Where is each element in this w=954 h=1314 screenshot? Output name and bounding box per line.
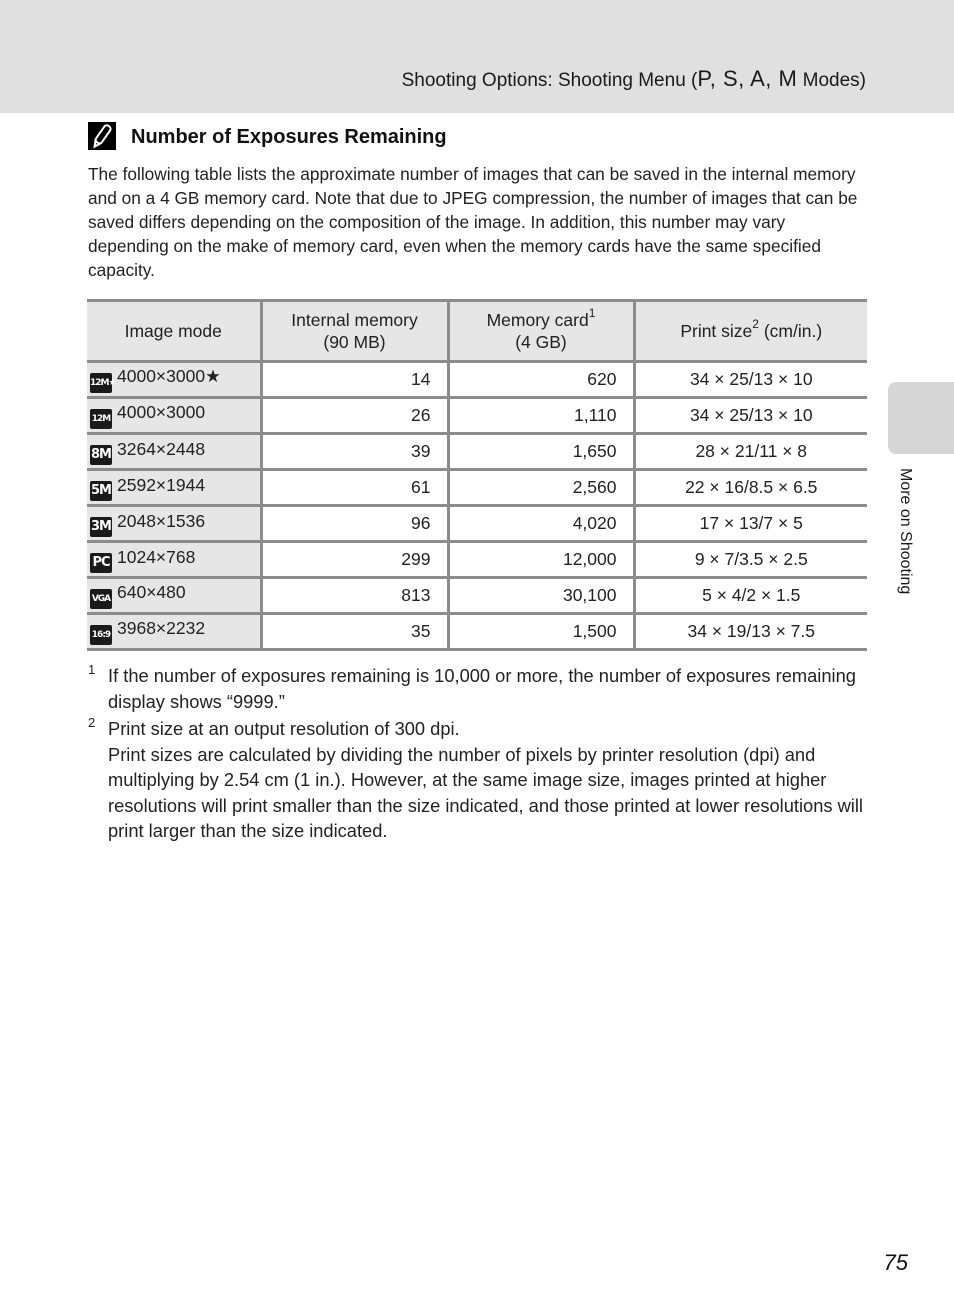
footnote-1-text: If the number of exposures remaining is 10,000 or more, the number of exposures remaining display shows “9999.” — [108, 665, 856, 712]
mode-12m-icon: 12M — [90, 409, 112, 429]
mode-8m-icon: 8M — [90, 445, 112, 465]
column-header-image-mode: Image mode — [87, 301, 261, 362]
footnote-1 — [88, 663, 868, 714]
table-row — [87, 362, 867, 398]
header-band — [0, 0, 954, 113]
table-row — [87, 470, 867, 506]
cell-print-size: 17 × 13/7 × 5 — [634, 506, 867, 542]
table-header-row — [87, 301, 867, 362]
cell-print-size: 34 × 25/13 × 10 — [634, 398, 867, 434]
chapter-tab — [888, 382, 954, 454]
footnote-2 — [88, 716, 868, 844]
cell-print-size: 9 × 7/3.5 × 2.5 — [634, 542, 867, 578]
intro-paragraph: The following table lists the approximate number of images that can be saved in the internal memory and on a 4 GB memory card. Note that due to JPEG compression, the number of images that can be saved differs depending on the composition of the image. In addition, this number may vary depending on the make of memory card, even when the memory cards have the same specified capacity. — [88, 164, 858, 280]
header-title-prefix: Shooting Options: Shooting Menu ( — [401, 70, 698, 91]
mode-pc-icon: PC — [90, 553, 112, 573]
table-row — [87, 434, 867, 470]
cell-internal-memory: 35 — [261, 614, 448, 650]
table-row — [87, 506, 867, 542]
running-header — [402, 66, 866, 92]
image-mode-label: 1024×768 — [117, 546, 196, 567]
cell-internal-memory: 96 — [261, 506, 448, 542]
cell-image-mode — [87, 614, 261, 650]
column-header-memory-card: Memory card$^1$ (4 GB) — [448, 301, 634, 362]
column-header-print-size: Print size$^2$ (cm/in.) — [634, 301, 867, 362]
table-row — [87, 398, 867, 434]
mode-vga-icon: VGA — [90, 589, 112, 609]
table-row — [87, 542, 867, 578]
cell-image-mode — [87, 434, 261, 470]
page-number: 75 — [883, 1250, 908, 1275]
cell-print-size: 34 × 25/13 × 10 — [634, 362, 867, 398]
cell-print-size: 22 × 16/8.5 × 6.5 — [634, 470, 867, 506]
header-title-suffix: Modes) — [797, 70, 866, 91]
cell-memory-card: 620 — [448, 362, 634, 398]
chapter-tab-label: More on Shooting — [897, 468, 914, 595]
mode-16-9-icon: 16:9 — [90, 625, 112, 645]
table-row — [87, 614, 867, 650]
cell-memory-card: 12,000 — [448, 542, 634, 578]
cell-image-mode — [87, 542, 261, 578]
cell-print-size: 5 × 4/2 × 1.5 — [634, 578, 867, 614]
image-mode-label: 4000×3000★ — [117, 366, 221, 386]
cell-image-mode — [87, 506, 261, 542]
image-mode-label: 640×480 — [117, 582, 186, 602]
cell-memory-card: 1,650 — [448, 434, 634, 470]
exposure-modes-label: P, S, A, M — [697, 66, 798, 91]
footnote-ref-1: 1 — [588, 306, 596, 321]
footnote-ref-2: 2 — [752, 317, 759, 332]
footnote-2-text: Print size at an output resolution of 300 dpi. — [108, 718, 460, 739]
mode-12m-fine-icon: 12M★ — [90, 373, 112, 393]
cell-internal-memory: 813 — [261, 578, 448, 614]
cell-memory-card: 1,500 — [448, 614, 634, 650]
mode-5m-icon: 5M — [90, 481, 112, 501]
footnote-1-mark: 1 — [88, 662, 96, 677]
column-header-internal-memory: Internal memory (90 MB) — [261, 301, 448, 362]
image-mode-label: 2592×1944 — [117, 474, 206, 495]
cell-image-mode — [87, 470, 261, 506]
image-mode-label: 3264×2448 — [117, 438, 206, 459]
mode-3m-icon: 3M — [90, 517, 112, 537]
cell-internal-memory: 14 — [261, 362, 448, 398]
cell-image-mode — [87, 362, 261, 398]
exposures-table — [87, 299, 867, 651]
cell-memory-card: 4,020 — [448, 506, 634, 542]
image-mode-label: 3968×2232 — [117, 618, 206, 638]
image-mode-label: 4000×3000 — [117, 402, 206, 422]
cell-print-size: 34 × 19/13 × 7.5 — [634, 614, 867, 650]
image-mode-label: 2048×1536 — [117, 510, 206, 531]
note-pencil-icon — [88, 122, 116, 150]
cell-memory-card: 30,100 — [448, 578, 634, 614]
footnote-2-detail: Print sizes are calculated by dividing the number of pixels by printer resolution (dpi) and multiplying by 2.54 cm (1 in.). However, at the same image size, images printed at higher resolutions will print smaller than the size indicated, and those printed at lower resolutions will print larger than the size indicated. — [108, 743, 863, 841]
cell-internal-memory: 61 — [261, 470, 448, 506]
cell-image-mode — [87, 578, 261, 614]
table-row — [87, 578, 867, 614]
footnote-2-mark: 2 — [88, 715, 96, 730]
cell-image-mode — [87, 398, 261, 434]
cell-internal-memory: 39 — [261, 434, 448, 470]
cell-memory-card: 1,110 — [448, 398, 634, 434]
cell-internal-memory: 26 — [261, 398, 448, 434]
cell-memory-card: 2,560 — [448, 470, 634, 506]
cell-print-size: 28 × 21/11 × 8 — [634, 434, 867, 470]
cell-internal-memory: 299 — [261, 542, 448, 578]
section-title: Number of Exposures Remaining — [131, 126, 447, 148]
